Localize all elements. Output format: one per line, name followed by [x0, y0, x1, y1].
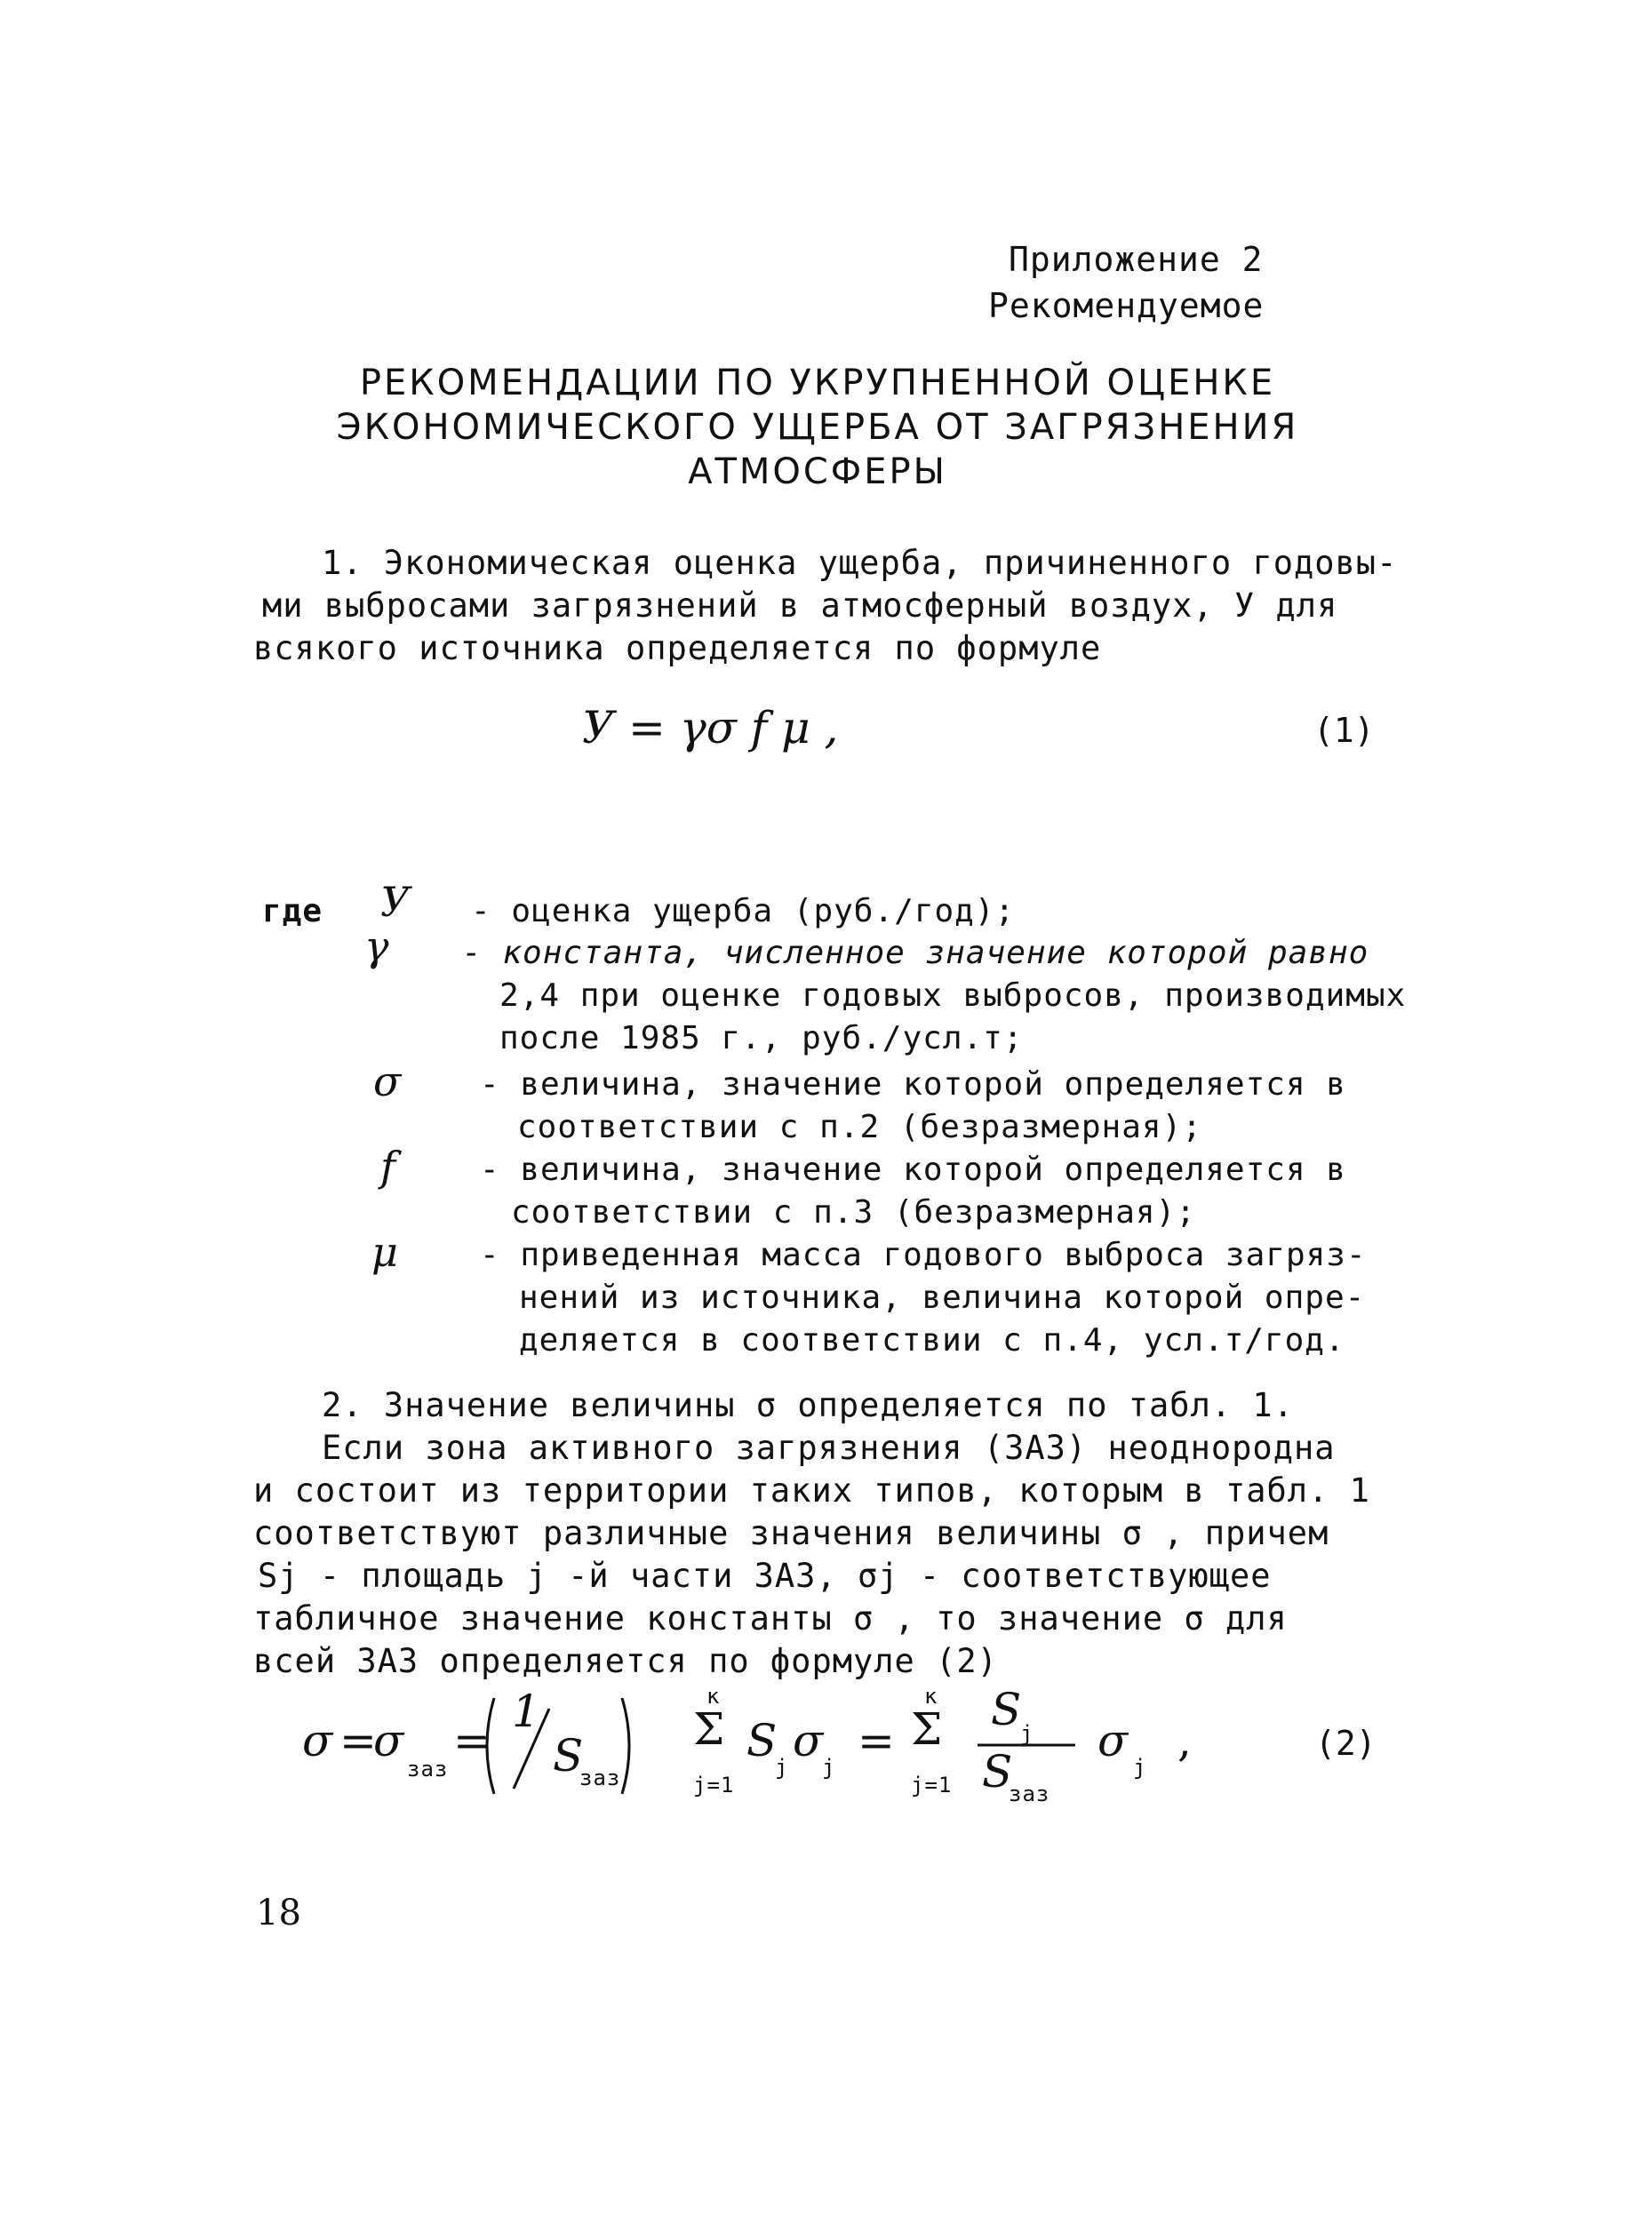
formula-2-sj-1: S — [746, 1715, 778, 1766]
formula-2-s-zaz: S — [553, 1730, 584, 1782]
para1-line-2: ми выбросами загрязнений в атмосферный воздух, У для — [262, 586, 1338, 625]
formula-2-sum1: Σ — [693, 1703, 725, 1755]
para2-line-1: 2. Значение величины σ определяется по табл. 1. — [322, 1386, 1294, 1424]
formula-2-sum2-lower: j=1 — [911, 1773, 953, 1798]
formula-2-zaz-sub-1: зaз — [407, 1757, 449, 1782]
formula-2-sigma-j-1-sub: j — [822, 1755, 836, 1780]
para2-line-5: Sj - площадь j -й части ЗАЗ, σj - соответствующее — [258, 1557, 1272, 1595]
title-line-1: РЕКОМЕНДАЦИИ ПО УКРУПНЕННОЙ ОЦЕНКЕ — [359, 363, 1276, 403]
formula-2-frac-den-sub: зaз — [1009, 1782, 1050, 1806]
legend-text-mu-3: деляется в соответствии с п.4, усл.т/год. — [519, 1322, 1345, 1359]
para2-line-3: и состоит из территории таких типов, которым в табл. 1 — [253, 1471, 1370, 1510]
formula-2-zaz-sub-2: зaз — [579, 1766, 621, 1790]
legend-symbol-u: У — [380, 878, 411, 926]
legend-symbol-mu: μ — [371, 1228, 398, 1276]
para2-line-6: табличное значение константы σ , то значение σ для — [253, 1599, 1288, 1638]
formula-2-eq-2: = — [453, 1715, 491, 1766]
formula-2-sum2-upper: к — [924, 1684, 938, 1709]
formula-2-sigma-j-2: σ — [1097, 1715, 1129, 1766]
para1-line-3: всякого источника определяется по формуле — [253, 629, 1102, 667]
legend-where: где — [262, 893, 323, 929]
page-number: 18 — [256, 1893, 301, 1933]
para2-line-4: соответствуют различные значения величины σ , причем — [253, 1514, 1329, 1552]
legend-symbol-f: f — [380, 1143, 396, 1191]
annex-status: Рекомендуемое — [988, 286, 1265, 325]
formula-2-eq-3: = — [858, 1715, 895, 1766]
annex-label: Приложение 2 — [1009, 240, 1264, 279]
title-line-2: ЭКОНОМИЧЕСКОГО УЩЕРБА ОТ ЗАГРЯЗНЕНИЯ — [336, 407, 1299, 448]
formula-2-sigma-j-2-sub: j — [1133, 1755, 1147, 1780]
legend-text-f-2: соответствии с п.3 (безразмерная); — [511, 1194, 1196, 1231]
formula-2-sigma-zaz: σ — [373, 1715, 404, 1766]
formula-2-eq-1: = — [339, 1715, 377, 1766]
formula-2-frac-den: S — [982, 1746, 1013, 1798]
formula-2-comma: , — [1177, 1715, 1192, 1766]
legend-text-u: - оценка ущерба (руб./год); — [471, 893, 1016, 929]
legend-text-sigma-1: - величина, значение которой определяется в — [480, 1066, 1346, 1103]
formula-2-sum1-upper: к — [706, 1684, 721, 1709]
formula-2 — [302, 1684, 1457, 1826]
formula-2-sum1-lower: j=1 — [693, 1773, 735, 1798]
legend-text-mu-1: - приведенная масса годового выброса загряз- — [480, 1237, 1367, 1273]
formula-2-sj-1-sub: j — [775, 1755, 789, 1780]
formula-1-number: (1) — [1313, 711, 1375, 750]
legend-text-gamma-2: 2,4 при оценке годовых выбросов, производимых — [499, 977, 1407, 1014]
legend-text-gamma-3: после 1985 г., руб./усл.т; — [499, 1020, 1024, 1056]
para2-line-7: всей ЗАЗ определяется по формуле (2) — [253, 1642, 998, 1680]
legend-text-mu-2: нений из источника, величина которой опре- — [519, 1279, 1366, 1316]
title-line-3: АТМОСФЕРЫ — [688, 451, 947, 492]
formula-2-frac-num: S — [991, 1684, 1022, 1735]
legend-text-gamma-1: - константа, численное значение которой равно — [462, 935, 1369, 971]
legend-symbol-sigma: σ — [373, 1057, 402, 1105]
legend-text-sigma-2: соответствии с п.2 (безразмерная); — [517, 1109, 1202, 1145]
formula-2-sigma-j-1: σ — [793, 1715, 824, 1766]
formula-2-sigma: σ — [302, 1715, 333, 1766]
legend-symbol-gamma: γ — [364, 922, 389, 970]
formula-2-sum2: Σ — [911, 1703, 943, 1755]
para2-line-2: Если зона активного загрязнения (ЗАЗ) неоднородна — [322, 1429, 1336, 1467]
formula-1: У = γσ f μ , — [582, 702, 839, 753]
formula-2-number: (2) — [1315, 1724, 1377, 1763]
formula-2-frac-num-sub: j — [1020, 1721, 1034, 1746]
formula-2-one: 1 — [512, 1686, 540, 1737]
para1-line-1: 1. Экономическая оценка ущерба, причиненного годовы- — [322, 544, 1398, 582]
legend-text-f-1: - величина, значение которой определяется в — [480, 1152, 1346, 1188]
